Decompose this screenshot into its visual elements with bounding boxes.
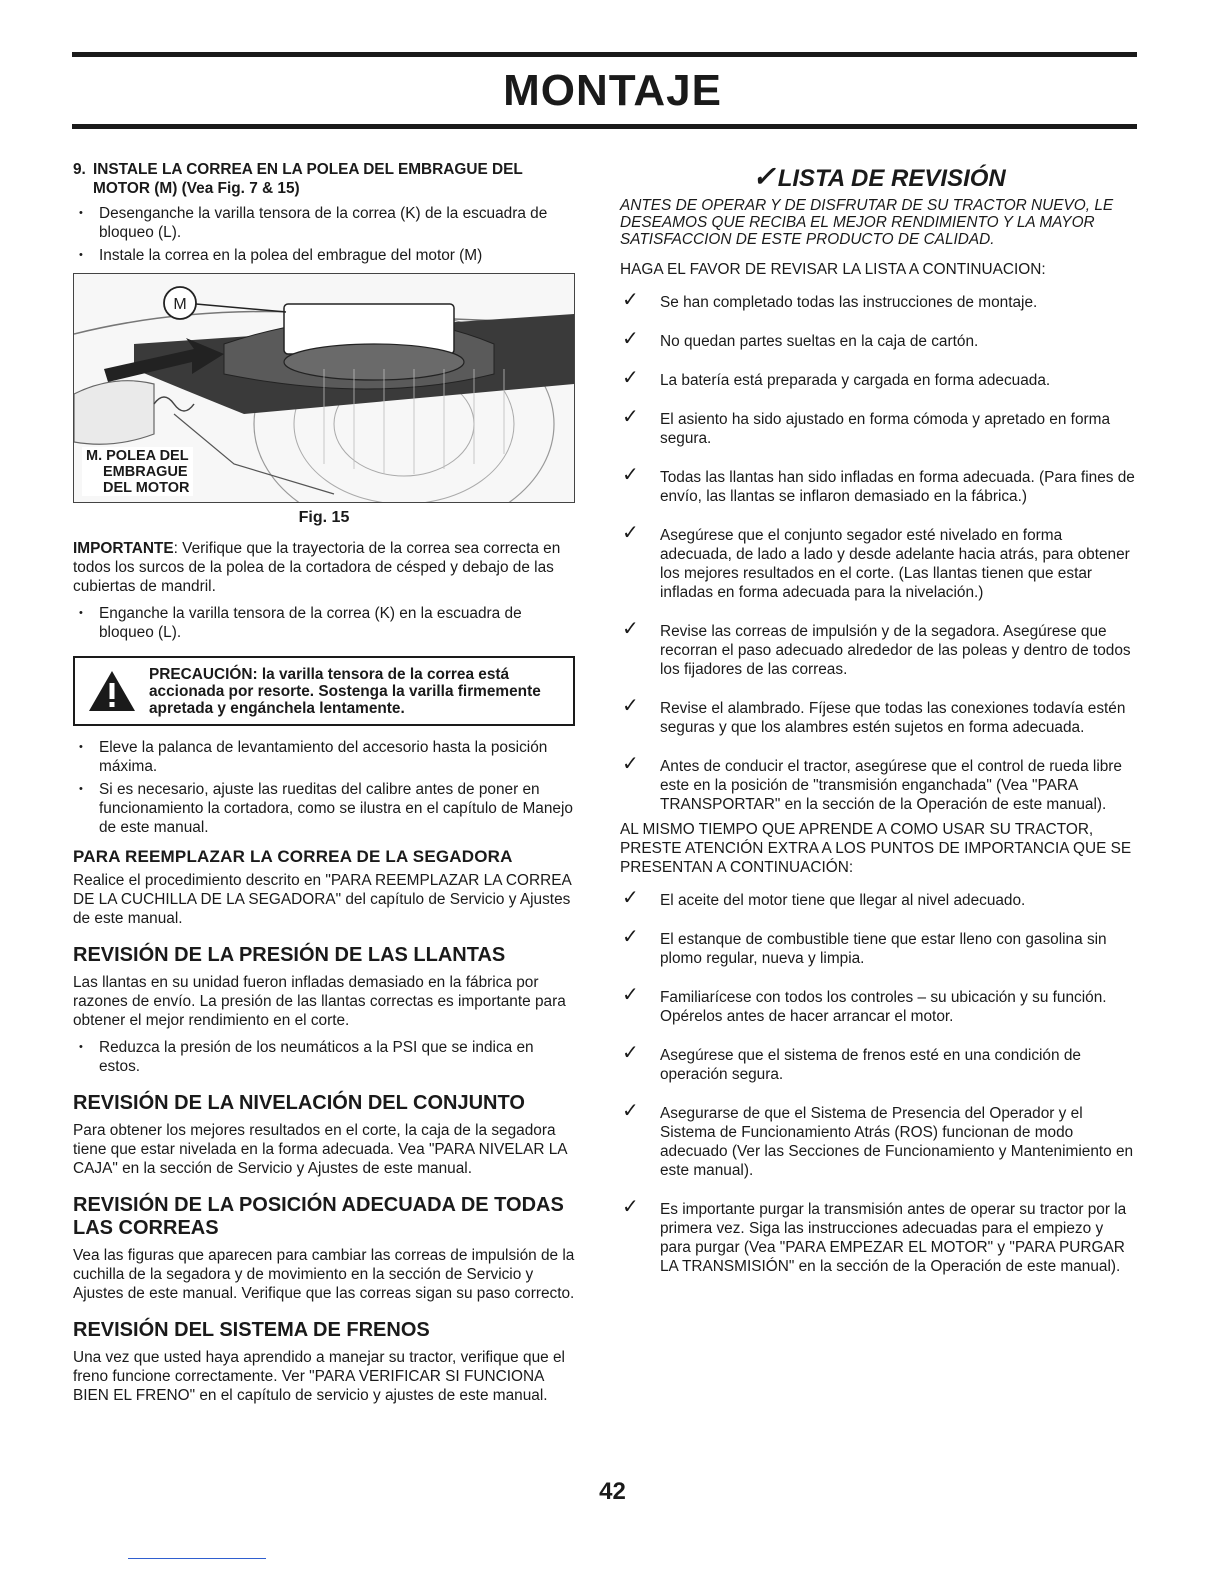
checklist-item: ✓ Asegúrese que el conjunto segador esté nivelado en forma adecuada, de lado a lado y desde adelante hacia atrás, para obtener los mejores resultados en el corte. (Las llantas tienen que estar infladas en forma adecuada para la nivelación.) xyxy=(622,522,1130,601)
section-deck-level-text: Para obtener los mejores resultados en el corte, la caja de la segadora tiene que estar nivelada en la forma adecuada. Vea "PARA NIVELAR LA CAJA" en la sección de Servicio y Ajustes de este manual. xyxy=(73,1122,567,1177)
checklist-lead: HAGA EL FAVOR DE REVISAR LA LISTA A CONTINUACION: xyxy=(620,261,1046,278)
tire-bullets xyxy=(73,1038,575,1076)
checklist-item: ✓ La batería está preparada y cargada en forma adecuada. xyxy=(622,367,1051,389)
section-deck-level-title: REVISIÓN DE LA NIVELACIÓN DEL CONJUNTO xyxy=(73,1092,525,1114)
check-mark-icon: ✓ xyxy=(622,328,639,350)
check-mark-icon: ✓ xyxy=(622,1042,639,1064)
checklist-item: ✓ El estanque de combustible tiene que estar lleno con gasolina sin plomo regular, nueva y limpia. xyxy=(622,926,1107,967)
list-item: • Eleve la palanca de levantamiento del accesorio hasta la posición máxima. xyxy=(73,738,575,776)
figure-legend xyxy=(82,447,193,496)
header-rule-bottom xyxy=(72,124,1137,129)
checklist-item: ✓ Revise el alambrado. Fíjese que todas las conexiones todavía estén seguras y que los alambres estén sujetos en forma adecuada. xyxy=(622,695,1126,736)
checklist-item: ✓ Revise las correas de impulsión y de la segadora. Asegúrese que recorran el paso adecuado alrededor de las poleas y dentro de todos los fijadores de las correas. xyxy=(622,618,1131,678)
section-replace-belt-title: PARA REEMPLAZAR LA CORREA DE LA SEGADORA xyxy=(73,847,513,866)
section-belt-position-title: REVISIÓN DE LA POSICIÓN ADECUADA DE TODAS LAS CORREAS xyxy=(73,1194,564,1239)
checklist-item: ✓ No quedan partes sueltas en la caja de cartón. xyxy=(622,328,979,350)
checklist-item: ✓ Es importante purgar la transmisión antes de operar su tractor por la primera vez. Siga las instrucciones adecuadas para el empiezo y para purgar (Vea "PARA EMPEZAR EL MOTOR" y "PARA PURGAR LA TRANSMISIÓN" en la sección de la Operación de este manual). xyxy=(622,1196,1127,1275)
check-mark-icon: ✓ xyxy=(622,695,639,717)
checklist-item: ✓ Todas las llantas han sido infladas en forma adecuada. (Para fines de envío, las llantas se inflaron demasiado en la fábrica.) xyxy=(622,464,1135,505)
hook-bullets xyxy=(73,604,575,642)
legend-line: M. POLEA DEL xyxy=(86,448,189,464)
step-9-heading xyxy=(73,160,575,198)
section-tire-pressure-title: REVISIÓN DE LA PRESIÓN DE LAS LLANTAS xyxy=(73,944,506,966)
checklist-title xyxy=(620,160,1138,193)
check-mark-icon: ✓ xyxy=(622,464,639,486)
left-column xyxy=(73,160,575,1405)
legend-line: EMBRAGUE xyxy=(103,464,188,480)
footer-link-line xyxy=(128,1558,266,1559)
section-brakes-title: REVISIÓN DEL SISTEMA DE FRENOS xyxy=(73,1319,430,1341)
page-number: 42 xyxy=(599,1478,626,1505)
check-mark-icon: ✓ xyxy=(752,161,776,192)
lift-bullets xyxy=(73,738,575,837)
section-replace-belt-text: Realice el procedimiento descrito en "PARA REEMPLAZAR LA CORREA DE LA CUCHILLA DE LA SEGADORA" del capítulo de Servicio y Ajustes de este manual. xyxy=(73,872,571,927)
checklist-title-text: LISTA DE REVISIÓN xyxy=(777,165,1006,192)
figure-callout-m: M xyxy=(173,296,187,313)
checklist-item: ✓ Asegurarse de que el Sistema de Presencia del Operador y el Sistema de Funcionamiento Atrás (ROS) funcionan de modo adecuado (Ver las Secciones de Funcionamiento y Mantenimiento en este manual). xyxy=(622,1100,1134,1179)
caution-text: PRECAUCIÓN: la varilla tensora de la correa está accionada por resorte. Sostenga la varilla firmemente apretada y engánchela lentamente. xyxy=(149,666,541,717)
list-item: • Enganche la varilla tensora de la correa (K) en la escuadra de bloqueo (L). xyxy=(73,604,575,642)
header-rule-top xyxy=(72,52,1137,57)
checklist-item: ✓ Se han completado todas las instrucciones de montaje. xyxy=(622,289,1038,311)
checklist-item: ✓ El asiento ha sido ajustado en forma cómoda y apretado en forma segura. xyxy=(622,406,1111,447)
warning-triangle-icon xyxy=(87,669,137,713)
importante-note xyxy=(73,539,575,596)
list-item: • Si es necesario, ajuste las rueditas del calibre antes de poner en funcionamiento la cortadora, como se ilustra en el capítulo de Manejo de este manual. xyxy=(73,780,575,837)
legend-line: DEL MOTOR xyxy=(103,480,190,496)
check-mark-icon: ✓ xyxy=(622,984,639,1006)
check-mark-icon: ✓ xyxy=(622,887,639,909)
section-belt-position-text: Vea las figuras que aparecen para cambiar las correas de impulsión de la cuchilla de la segadora y de movimiento en la sección de Servicio y Ajustes de este manual. Verifique que las correas sigan su paso correcto. xyxy=(73,1247,575,1302)
check-mark-icon: ✓ xyxy=(622,753,639,775)
checklist-item: ✓ Asegúrese que el sistema de frenos esté en una condición de operación segura. xyxy=(622,1042,1081,1083)
checklist-item: ✓ Antes de conducir el tractor, asegúrese que el control de rueda libre este en la posición de "transmisión enganchada" (Vea "PARA TRANSPORTAR" en la sección de la Operación de este manual). xyxy=(622,753,1122,813)
checklist-intro: ANTES DE OPERAR Y DE DISFRUTAR DE SU TRACTOR NUEVO, LE DESEAMOS QUE RECIBA EL MEJOR RENDIMIENTO Y LA MAYOR SATISFACCION DE ESTE PRODUCTO DE CALIDAD. xyxy=(620,197,1114,248)
checklist-b xyxy=(620,887,1138,1276)
checklist-item: ✓ Familiarícese con todos los controles – su ubicación y su función. Opérelos antes de hacer arrancar el motor. xyxy=(622,984,1107,1025)
step-9-bullets xyxy=(73,204,575,265)
checklist-item: ✓ El aceite del motor tiene que llegar al nivel adecuado. xyxy=(622,887,1026,909)
check-mark-icon: ✓ xyxy=(622,1100,639,1122)
check-mark-icon: ✓ xyxy=(622,367,639,389)
page-title: MONTAJE xyxy=(503,66,722,115)
list-item: • Reduzca la presión de los neumáticos a la PSI que se indica en estos. xyxy=(73,1038,575,1076)
figure-caption: Fig. 15 xyxy=(298,509,350,526)
check-mark-icon: ✓ xyxy=(622,1196,639,1218)
check-mark-icon: ✓ xyxy=(622,522,639,544)
step-number: 9. xyxy=(73,161,86,178)
importante-text: : Verifique que la trayectoria de la correa sea correcta en todos los surcos de la polea de la cortadora de césped y debajo de las cubiertas de mandril. xyxy=(73,540,561,595)
checklist-a xyxy=(620,289,1138,814)
section-tire-pressure-text: Las llantas en su unidad fueron infladas demasiado en la fábrica por razones de envío. La presión de las llantas correctas es importante para obtener el mejor rendimiento en el corte. xyxy=(73,974,566,1029)
check-mark-icon: ✓ xyxy=(622,618,639,640)
list-item: • Desenganche la varilla tensora de la correa (K) de la escuadra de bloqueo (L). xyxy=(73,204,575,242)
check-mark-icon: ✓ xyxy=(622,926,639,948)
list-item: • Instale la correa en la polea del embrague del motor (M) xyxy=(73,246,575,265)
section-brakes-text: Una vez que usted haya aprendido a manejar su tractor, verifique que el freno funcione correctamente. Ver "PARA VERIFICAR SI FUNCIONA BIEN EL FRENO" en el capítulo de servicio y ajustes de este manual. xyxy=(73,1349,565,1404)
check-mark-icon: ✓ xyxy=(622,406,639,428)
right-column xyxy=(620,160,1138,1296)
checklist-lead-2: AL MISMO TIEMPO QUE APRENDE A COMO USAR SU TRACTOR, PRESTE ATENCIÓN EXTRA A LOS PUNTOS DE IMPORTANCIA QUE SE PRESENTAN A CONTINUACIÓN: xyxy=(620,821,1132,876)
check-mark-icon: ✓ xyxy=(622,289,639,311)
figure-15 xyxy=(73,273,575,503)
caution-box xyxy=(73,656,575,726)
importante-lead: IMPORTANTE xyxy=(73,540,174,557)
step-title: INSTALE LA CORREA EN LA POLEA DEL EMBRAGUE DEL MOTOR (M) (Vea Fig. 7 & 15) xyxy=(93,161,523,197)
